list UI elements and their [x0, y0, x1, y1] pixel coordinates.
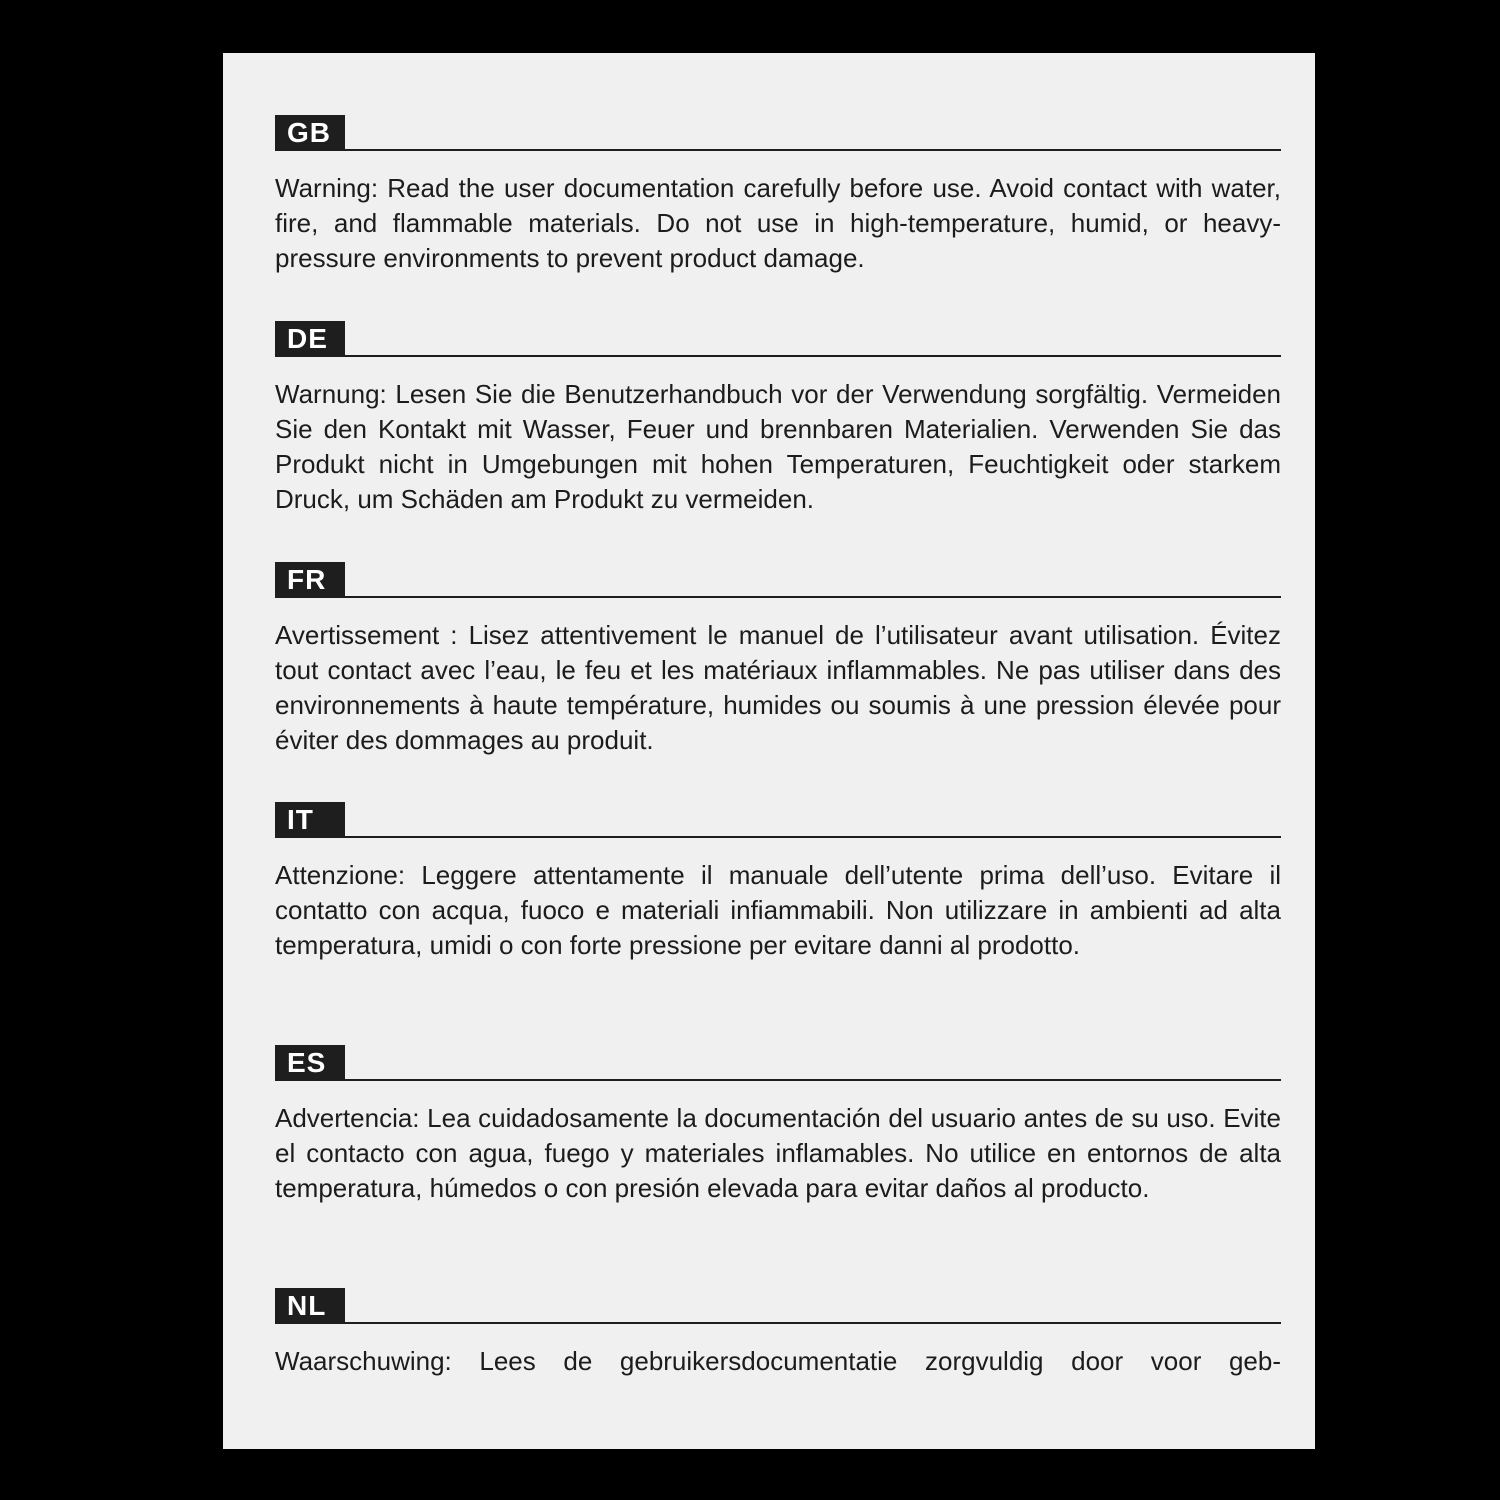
section-header [275, 115, 1281, 151]
section-fr [275, 562, 1281, 758]
warning-text: Attenzione: Leggere attentamente il manuale dell’utente prima dell’uso. Evitare il contatto con acqua, fuoco e materiali infiammabili. Non utilizzare in ambienti ad alta temperatura, umidi o con forte pressione per evitare danni al prodotto. [275, 860, 1281, 960]
section-header [275, 562, 1281, 598]
divider-line [345, 1079, 1281, 1081]
divider-line [345, 596, 1281, 598]
language-tag: ES [275, 1045, 345, 1081]
section-gb [275, 115, 1281, 276]
section-it [275, 802, 1281, 963]
warning-text: Warnung: Lesen Sie die Benutzerhandbuch vor der Verwendung sorgfältig. Vermeiden Sie den Kontakt mit Wasser, Feuer und brennbaren Materialien. Verwenden Sie das Produkt nicht in Umgebungen mit hohen Temperaturen, Feuchtigkeit oder starkem Druck, um Schäden am Produkt zu vermeiden. [275, 379, 1281, 514]
language-tag: GB [275, 115, 345, 151]
warning-text: Waarschuwing: Lees de gebruikersdocumentatie zorgvuldig door voor geb- [275, 1346, 1281, 1376]
warning-text: Advertencia: Lea cuidadosamente la documentación del usuario antes de su uso. Evite el contacto con agua, fuego y materiales inflamables. No utilice en entornos de alta temperatura, húmedos o con presión elevada para evitar daños al producto. [275, 1103, 1281, 1203]
divider-line [345, 1322, 1281, 1324]
language-tag: IT [275, 802, 345, 838]
document-page [223, 53, 1315, 1449]
section-de [275, 321, 1281, 517]
language-tag: DE [275, 321, 345, 357]
divider-line [345, 836, 1281, 838]
warning-text: Warning: Read the user documentation carefully before use. Avoid contact with water, fire, and flammable materials. Do not use in high-temperature, humid, or heavy-pressure environments to prevent product damage. [275, 173, 1281, 273]
section-nl [275, 1288, 1281, 1379]
divider-line [345, 149, 1281, 151]
section-header [275, 802, 1281, 838]
divider-line [345, 355, 1281, 357]
language-tag: FR [275, 562, 345, 598]
warning-text: Avertissement : Lisez attentivement le manuel de l’utilisateur avant utilisation. Évitez tout contact avec l’eau, le feu et les matériaux inflammables. Ne pas utiliser dans des environnements à haute température, humides ou soumis à une pression élevée pour éviter des dommages au produit. [275, 620, 1281, 755]
section-header [275, 1045, 1281, 1081]
section-header [275, 321, 1281, 357]
section-header [275, 1288, 1281, 1324]
section-es [275, 1045, 1281, 1206]
language-tag: NL [275, 1288, 345, 1324]
